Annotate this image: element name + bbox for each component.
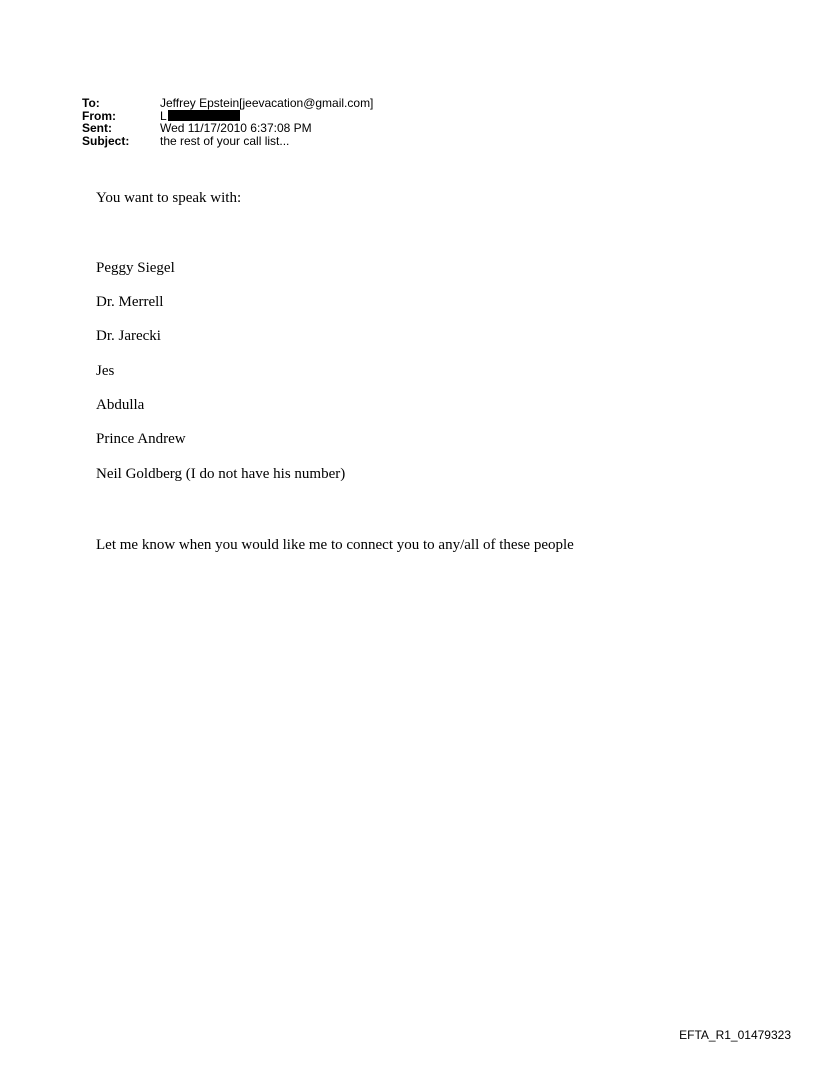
from-label: From:	[82, 108, 116, 123]
closing-line: Let me know when you would like me to connect you to any/all of these people	[96, 537, 574, 553]
name-item: Abdulla	[96, 397, 145, 413]
name-item: Peggy Siegel	[96, 260, 175, 276]
subject-value: the rest of your call list...	[160, 133, 290, 148]
from-visible-initial: L	[160, 108, 167, 123]
sent-label: Sent:	[82, 121, 112, 135]
name-item: Dr. Merrell	[96, 294, 164, 310]
name-item: Neil Goldberg (I do not have his number)	[96, 466, 346, 482]
to-label: To:	[82, 96, 100, 110]
to-row	[82, 97, 373, 110]
name-item: Prince Andrew	[96, 431, 186, 447]
redaction-block	[168, 110, 240, 121]
name-item: Dr. Jarecki	[96, 328, 161, 344]
name-item: Jes	[96, 363, 115, 379]
subject-row	[82, 135, 373, 148]
email-header	[82, 97, 373, 147]
sent-row	[82, 122, 373, 135]
sent-value: Wed 11/17/2010 6:37:08 PM	[160, 121, 312, 135]
to-value: Jeffrey Epstein[jeevacation@gmail.com]	[160, 96, 374, 110]
intro-line: You want to speak with:	[96, 190, 242, 206]
subject-label: Subject:	[82, 133, 130, 148]
bates-number: EFTA_R1_01479323	[679, 1028, 791, 1042]
